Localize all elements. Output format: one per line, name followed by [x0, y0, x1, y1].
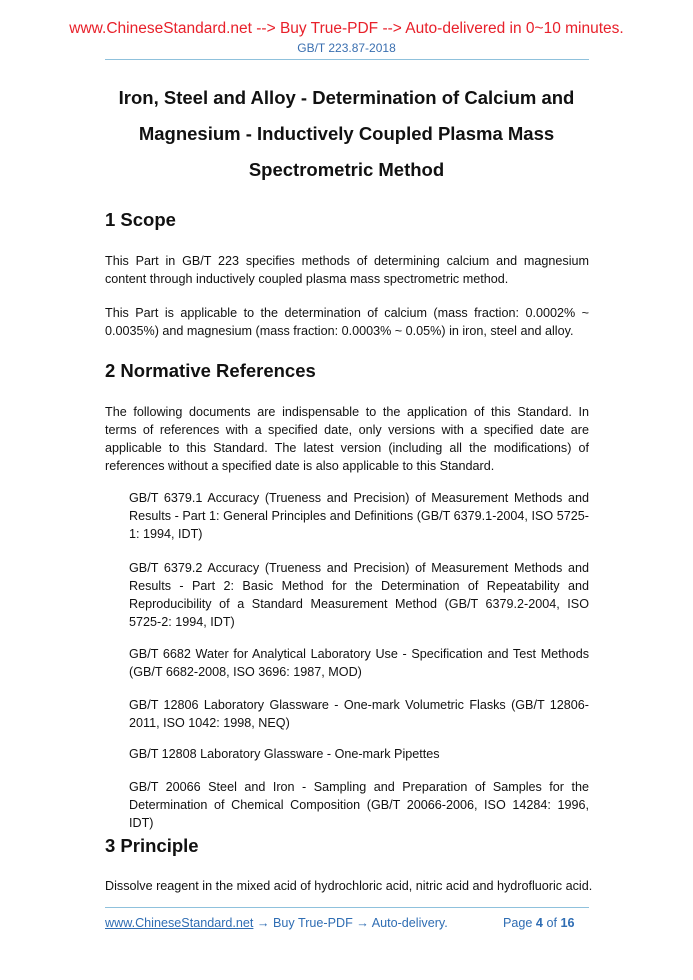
reference-item: GB/T 6379.2 Accuracy (Trueness and Precision) of Measurement Methods and Results - Part 2: Basic Method for the Determination of Repeatability and Reproducibility of a Standard Measurement Method (GB/T 6379.2-2004, ISO 5725-2: 1994, IDT): [129, 561, 589, 629]
title-line: Spectrometric Method: [248, 159, 445, 180]
section-heading: 1 Scope: [105, 209, 176, 230]
title-line: Magnesium - Inductively Coupled Plasma Mass: [138, 123, 555, 144]
paragraph: Dissolve reagent in the mixed acid of hydrochloric acid, nitric acid and hydrofluoric acid.: [105, 879, 593, 893]
header-divider: [105, 59, 589, 60]
paragraph: This Part in GB/T 223 specifies methods of determining calcium and magnesium content through inductively coupled plasma mass spectrometric method.: [105, 254, 589, 286]
section-heading: 2 Normative References: [105, 360, 316, 381]
document-title: [46, 80, 647, 188]
page-indicator: [503, 916, 574, 930]
reference-item: GB/T 20066 Steel and Iron - Sampling and Preparation of Samples for the Determination of Chemical Composition (GB/T 20066-2006, ISO 14284: 1996, IDT): [129, 780, 589, 830]
of-label: of: [546, 916, 557, 930]
section-heading: 3 Principle: [105, 835, 199, 856]
footer-promo: [105, 916, 448, 930]
title-line: Iron, Steel and Alloy - Determination of Calcium and: [118, 87, 575, 108]
reference-item: GB/T 12808 Laboratory Glassware - One-mark Pipettes: [129, 747, 440, 761]
footer-divider: [105, 907, 589, 908]
reference-item: GB/T 6379.1 Accuracy (Trueness and Precision) of Measurement Methods and Results - Part 1: General Principles and Definitions (GB/T 6379.1-2004, ISO 5725-1: 1994, IDT): [129, 491, 589, 541]
reference-item: GB/T 12806 Laboratory Glassware - One-mark Volumetric Flasks (GB/T 12806-2011, ISO 1042: 1998, NEQ): [129, 698, 589, 730]
watermark-banner[interactable]: www.ChineseStandard.net --> Buy True-PDF --> Auto-delivered in 0~10 minutes.: [69, 20, 624, 37]
footer-text: → Buy True-PDF → Auto-delivery.: [253, 916, 448, 930]
page-total: 16: [560, 916, 575, 930]
standard-number: GB/T 223.87-2018: [297, 41, 396, 55]
page-label: Page: [503, 916, 533, 930]
page-number: 4: [535, 916, 543, 930]
reference-item: GB/T 6682 Water for Analytical Laboratory Use - Specification and Test Methods (GB/T 6682-2008, ISO 3696: 1987, MOD): [129, 647, 589, 679]
footer-link[interactable]: www.ChineseStandard.net: [105, 916, 254, 930]
paragraph: The following documents are indispensable to the application of this Standard. In terms of references with a specified date, only versions with a specified date are applicable to this Standard. The latest version (including all the modifications) of references without a specified date is also applicable to this Standard.: [105, 405, 589, 473]
paragraph: This Part is applicable to the determination of calcium (mass fraction: 0.0002% ~ 0.0035%) and magnesium (mass fraction: 0.0003% ~ 0.05%) in iron, steel and alloy.: [105, 306, 589, 338]
